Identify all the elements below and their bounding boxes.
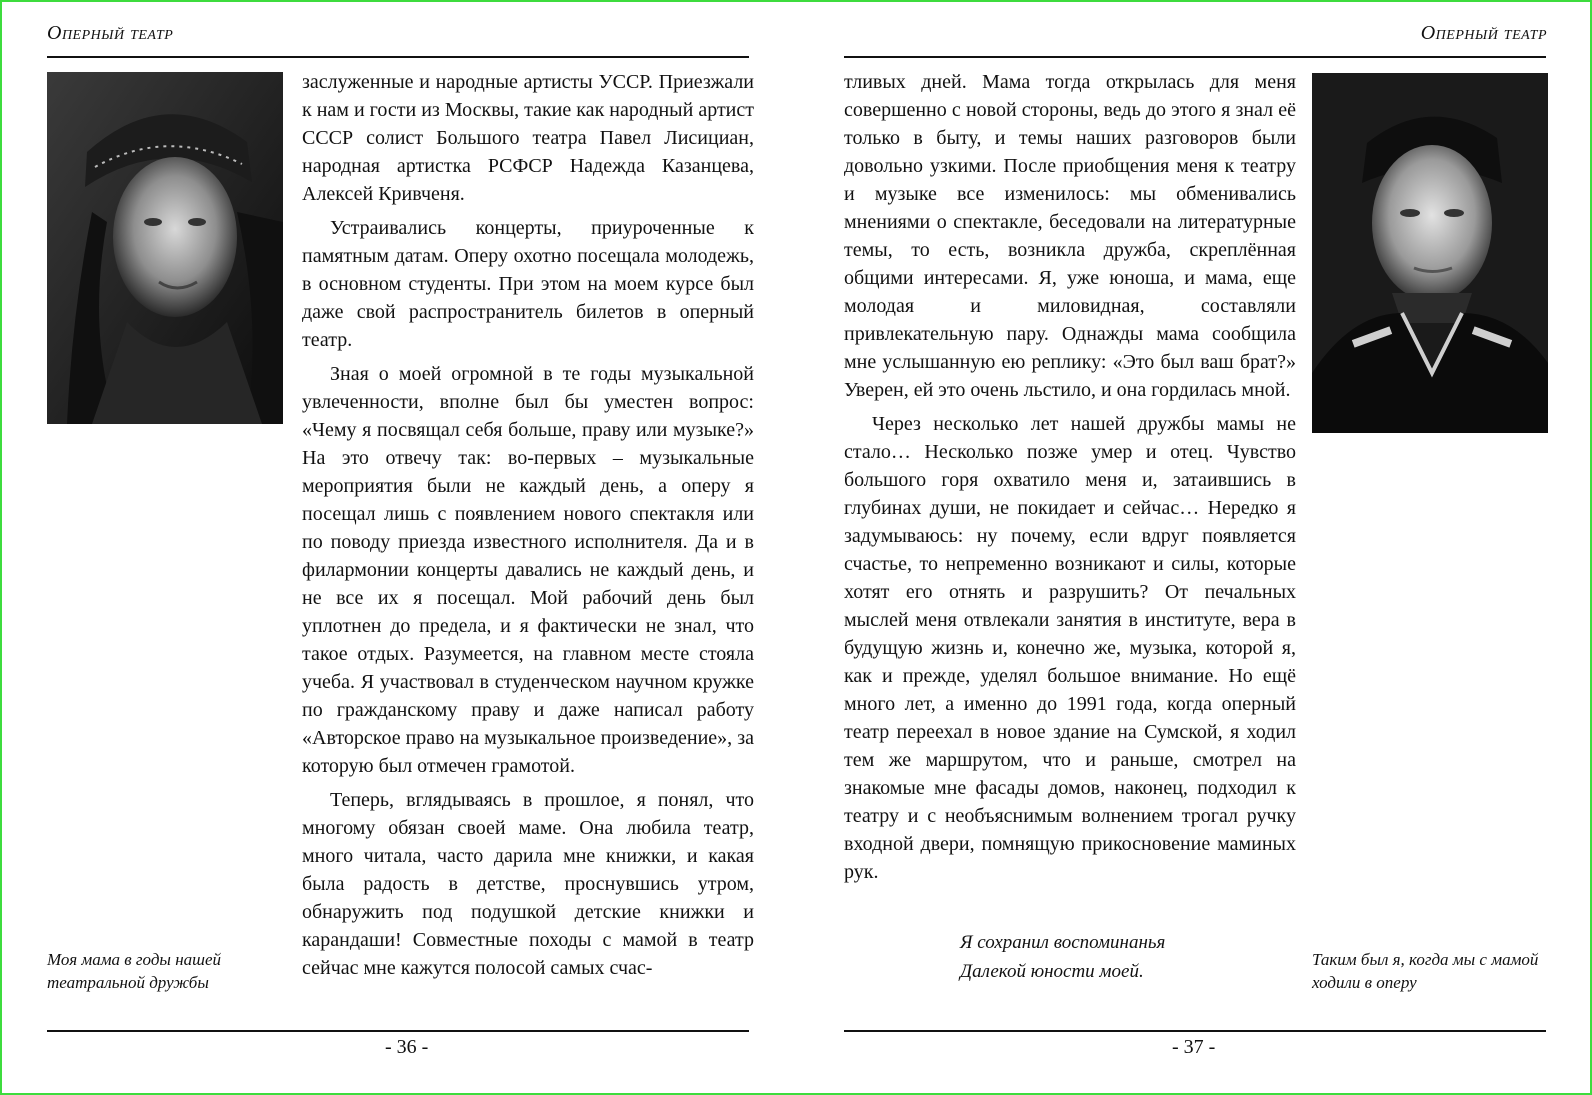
paragraph: Через несколько лет нашей дружбы мамы не стало… Несколько позже умер и отец. Чувство большого горя охватило меня и, затаившись в глубинах души, не покидает и сейчас… Нередко я задумываюсь: ну почему, если вдруг появляется счастье, то непременно возникают и силы, которые хотят его отнять и разрушить? От печальных мыслей меня отвлекали занятия в институте, вера в будущую жизнь и, конечно же, музыка, которой я, как и прежде, уделял большое внимание. Но ещё много лет, а именно до 1991 года, когда оперный театр переехал в новое здание на Сумской, я ходил тем же маршрутом, что и раньше, смотрел на знакомые мне фасады домов, наконец, подходил к театру и с необъяснимым волнением трогал ручку входной двери, помнящую прикосновение маминых рук.: [844, 413, 1296, 883]
verse-quote: [960, 928, 1165, 986]
paragraph: Теперь, вглядываясь в прошлое, я понял, что многому обязан своей маме. Она любила театр, много читала, часто дарила мне книжки, и какая была радость в детстве, проснувшись утром, обнаружить под подушкой детские книжки и карандаши! Совместные походы с мамой в театр сейчас мне кажутся полосой самых счас-: [302, 789, 754, 979]
running-head-left: Оперный театр: [47, 22, 174, 44]
paragraph: Устраивались концерты, приуроченные к памятным датам. Оперу охотно посещала молодежь, в основном студенты. При этом на моем курсе был даже свой распространитель билетов в оперный театр.: [302, 217, 754, 351]
photo-caption-left: Моя мама в годы нашей театральной дружбы: [47, 950, 222, 992]
footer-rule-left: [47, 1030, 749, 1032]
photo-caption-right: Таким был я, когда мы с мамой ходили в оперу: [1312, 950, 1539, 992]
right-page: [796, 0, 1592, 1095]
body-text-right: [844, 68, 1296, 892]
page-number-left: - 36 -: [385, 1036, 429, 1058]
header-rule-right: [844, 56, 1546, 58]
paragraph: тливых дней. Мама тогда открылась для меня совершенно с новой стороны, ведь до этого я знал её только в быту, и темы наших разговоров были довольно узкими. После приобщения меня к театру и музыке все изменилось: мы обменивались мнениями о спектакле, беседовали на литературные темы, то есть, возникла дружба, скреплённая общими интересами. Я, уже юноша, и мама, еще молодая и миловидная, составляли привлекательную пару. Однажды мама сообщила мне услышанную ею реплику: «Это был ваш брат?» Уверен, ей это очень льстило, и она гордилась мной.: [844, 71, 1296, 401]
body-text-left: [302, 68, 754, 988]
verse-line: Я сохранил воспоминанья: [960, 932, 1166, 953]
page-number-right: - 37 -: [1172, 1036, 1216, 1058]
portrait-young-man-photo: [1312, 73, 1548, 433]
paragraph: заслуженные и народные артисты УССР. Приезжали к нам и гости из Москвы, такие как народный артист СССР солист Большого театра Павел Лисициан, народная артистка РСФСР Надежда Казанцева, Алексей Кривченя.: [302, 71, 754, 205]
header-rule-left: [47, 56, 749, 58]
paragraph: Зная о моей огромной в те годы музыкальной увлеченности, вполне был бы уместен вопрос: «Чему я посвящал себя больше, праву или музыке?» На это отвечу так: во-первых – музыкальные мероприятия были не каждый день, а оперу я посещал лишь с появлением нового спектакля или по поводу приезда известного исполнителя. Да и в филармонии концерты давались не каждый день, и не все их я посещал. Мой рабочий день был уплотнен до предела, и я фактически не знал, что такое отдых. Разумеется, на главном месте стояла учеба. Я участвовал в студенческом научном кружке по гражданскому праву и даже написал работу «Авторское право на музыкальное произведение», за которую был отмечен грамотой.: [302, 363, 754, 777]
verse-line: Далекой юности моей.: [960, 961, 1144, 982]
running-head-right: Оперный театр: [1420, 22, 1547, 44]
footer-rule-right: [844, 1030, 1546, 1032]
portrait-woman-photo: [47, 72, 283, 424]
